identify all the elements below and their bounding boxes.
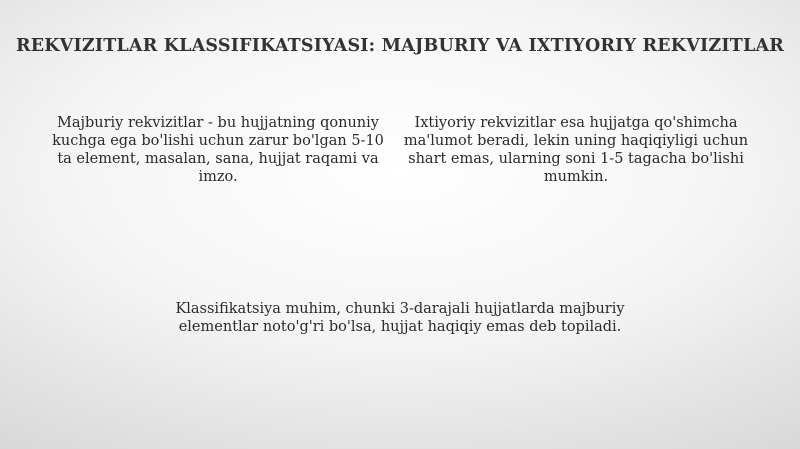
classification-importance-text: Klassifikatsiya muhim, chunki 3-darajali hujjatlarda majburiy elementlar noto'g'ri bo'lsa, hujjat haqiqiy emas deb topiladi. — [175, 301, 625, 335]
optional-requisites-text: Ixtiyoriy rekvizitlar esa hujjatga qo'shimcha ma'lumot beradi, lekin uning haqiqiyligi uchun shart emas, ularning soni 1-5 tagacha bo'lishi mumkin. — [403, 115, 749, 185]
slide-title: REKVIZITLAR KLASSIFIKATSIYASI: MAJBURIY VA IXTIYORIY REKVIZITLAR — [15, 36, 784, 56]
mandatory-requisites-text: Majburiy rekvizitlar - bu hujjatning qonuniy kuchga ega bo'lishi uchun zarur bo'lgan 5-10 ta element, masalan, sana, hujjat raqami va imzo. — [52, 115, 384, 185]
